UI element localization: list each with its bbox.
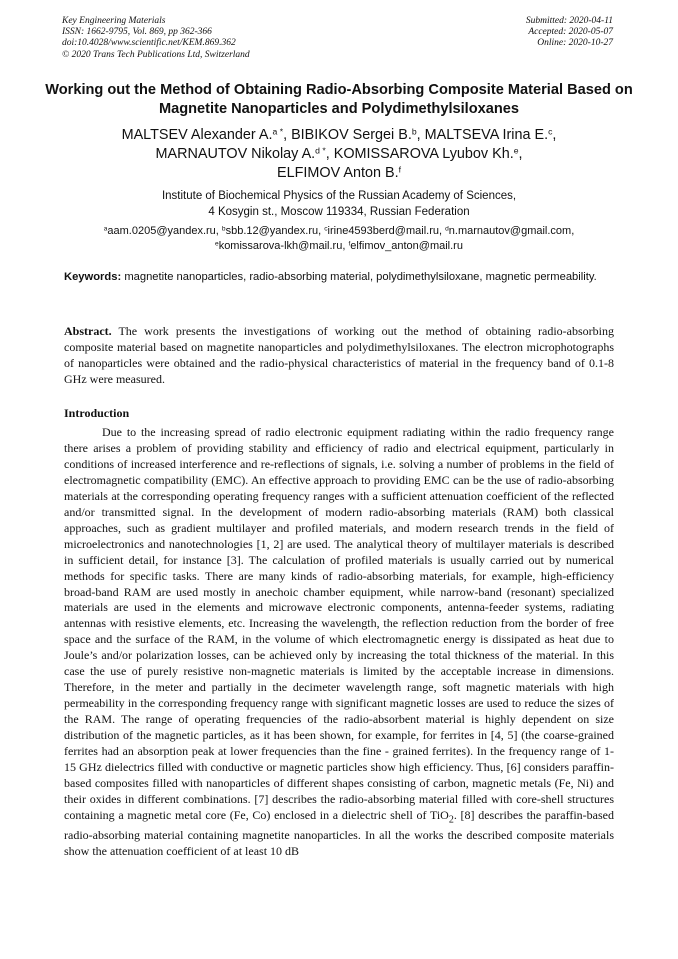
author: MALTSEVA Irina E.$^c$ xyxy=(424,126,553,143)
email[interactable]: $^e$komissarova-lkh@mail.ru xyxy=(215,240,343,252)
publication-dates xyxy=(526,16,613,50)
affiliation-line: Institute of Biochemical Physics of the Russian Academy of Sciences, xyxy=(161,190,517,202)
journal-info xyxy=(62,16,250,61)
journal-issn: ISSN: 1662-9795, Vol. 869, pp 362-366 xyxy=(62,27,212,38)
author: BIBIKOV Sergei B.$^b$ xyxy=(291,126,417,143)
date-submitted: Submitted: 2020-04-11 xyxy=(525,16,613,26)
author: MARNAUTOV Nikolay A.$^{d *}$ xyxy=(155,145,326,162)
journal-copyright: © 2020 Trans Tech Publications Ltd, Switzerland xyxy=(62,49,250,60)
author-emails: $^a$aam.0205@yandex.ru, $^b$sbb.12@yandex.ru, $^c$irine4593berd@mail.ru, $^d$n.marnautov@gmail.com, $^e$komissarova-lkh@mail.ru, $^f$elfimov_anton@mail.ru xyxy=(103,225,575,252)
email[interactable]: $^d$n.marnautov@gmail.com xyxy=(445,225,572,237)
email[interactable]: $^f$elfimov_anton@mail.ru xyxy=(348,240,463,252)
journal-name: Key Engineering Materials xyxy=(62,16,166,26)
paper-title: Working out the Method of Obtaining Radio-Absorbing Composite Material Based on Magnetite Nanoparticles and Polydimethylsiloxanes xyxy=(45,82,633,117)
section-heading-introduction: Introduction xyxy=(64,406,130,420)
affiliation xyxy=(40,188,638,220)
author: MALTSEV Alexander A.$^{a *}$ xyxy=(121,126,284,143)
abstract xyxy=(64,323,614,387)
author-list: MALTSEV Alexander A.$^{a *}$, BIBIKOV Sergei B.$^b$, MALTSEVA Irina E.$^c$, MARNAUTOV Nikolay A.$^{d *}$, KOMISSAROVA Lyubov Kh.$^e$, ELFIMOV Anton B.$^f$ xyxy=(121,126,557,181)
keywords xyxy=(64,270,614,285)
affiliation-line: 4 Kosygin st., Moscow 119334, Russian Federation xyxy=(208,206,470,218)
introduction-body: Due to the increasing spread of radio electronic equipment radiating within the radio frequency range there arises a problem of providing stability and efficiency of radio and electrical equipment, particularly in conditions of increased interference and re-reflections of signals, i.e. solving a number of problems in the field of electromagnetic compatibility (EMC). An effective approach to providing EMC can be the use of radio-absorbing materials at the corresponding operating frequency ranges with a sufficient attenuation coefficient of the reflected and/or transmitted signal. In the development of modern radio-absorbing materials (RAM) both classical approaches, such as gradient multilayer and profiled materials, and modern research trends in the field of microelectronics and nanotechnologies [1, 2] are used. The analytical theory of multilayer materials is described in sufficient detail, for instance [3]. The calculation of profiled materials is usually carried out by numerical methods for specific tasks. There are many kinds of radio-absorbing materials, for example, high-efficiency broad-band RAM are used mostly in anechoic chamber equipment, while narrow-band (resonant) specialized materials are used in the elements and microwave electronic components, antenna-feeder systems, radiating antennas with resistive elements, etc. Increasing the wavelength, the reflection reduction from the border of free space and the surface of the RAM, in the volume of which electromagnetic energy is dissipated as heat due to Joule’s and/or polarization losses, can be achieved only by increasing the total thickness of the material. In this case the use of purely resistive non-magnetic materials is limited by the acceptable increase in dimensions. Therefore, in the meter and partially in the decimeter wavelength range, soft magnetic materials with high permeability in the corresponding frequency range with significant magnetic losses are used to reduce the sizes of the RAM. The range of operating frequencies of the radio-absorbent material is highly dependent on size distribution of the magnetic particles, as it has been shown, for example, for ferrites in [4, 5] (the coarse-grained ferrites had an absorption peak at lower frequencies than the fine - grained ferrites). In the frequency range of 1-15 GHz dielectrics filled with conductive or magnetic particles show high efficiency. Thus, [6] considers paraffin-based composites filled with nanoparticles of different shapes consisting of carbon, magnetic metals (Fe, Ni) and their oxides in different combinations. [7] describes the radio-absorbing material filled with core-shell structures containing a magnetic metal core (Fe, Co) enclosed in a dielectric shell of TiO$_2$. [8] describes the paraffin-based radio-absorbing material containing magnetite nanoparticles. In all the works the described composite materials show the attenuation coefficient of at least 10 dB xyxy=(64,425,614,859)
email[interactable]: $^c$irine4593berd@mail.ru xyxy=(324,225,439,237)
date-accepted: Accepted: 2020-05-07 xyxy=(528,27,613,38)
abstract-text: The work presents the investigations of working out the method of obtaining radio-absorbing composite material based on magnetite nanoparticles and polydimethylsiloxanes. The electron microphotographs of nanoparticles were obtained and the radio-physical characteristics of material in the frequency band of 0.1-8 GHz were measured. xyxy=(64,324,614,386)
email[interactable]: $^a$aam.0205@yandex.ru xyxy=(103,225,216,237)
email[interactable]: $^b$sbb.12@yandex.ru xyxy=(221,225,319,237)
abstract-label: Abstract. xyxy=(64,324,112,338)
keywords-text: magnetite nanoparticles, radio-absorbing material, polydimethylsiloxane, magnetic permeability. xyxy=(124,271,597,283)
keywords-label: Keywords: xyxy=(64,271,122,283)
journal-doi: doi:10.4028/www.scientific.net/KEM.869.362 xyxy=(62,38,236,49)
author: KOMISSAROVA Lyubov Kh.$^e$ xyxy=(333,145,519,162)
date-online: Online: 2020-10-27 xyxy=(537,38,613,49)
author: ELFIMOV Anton B.$^f$ xyxy=(277,164,401,181)
